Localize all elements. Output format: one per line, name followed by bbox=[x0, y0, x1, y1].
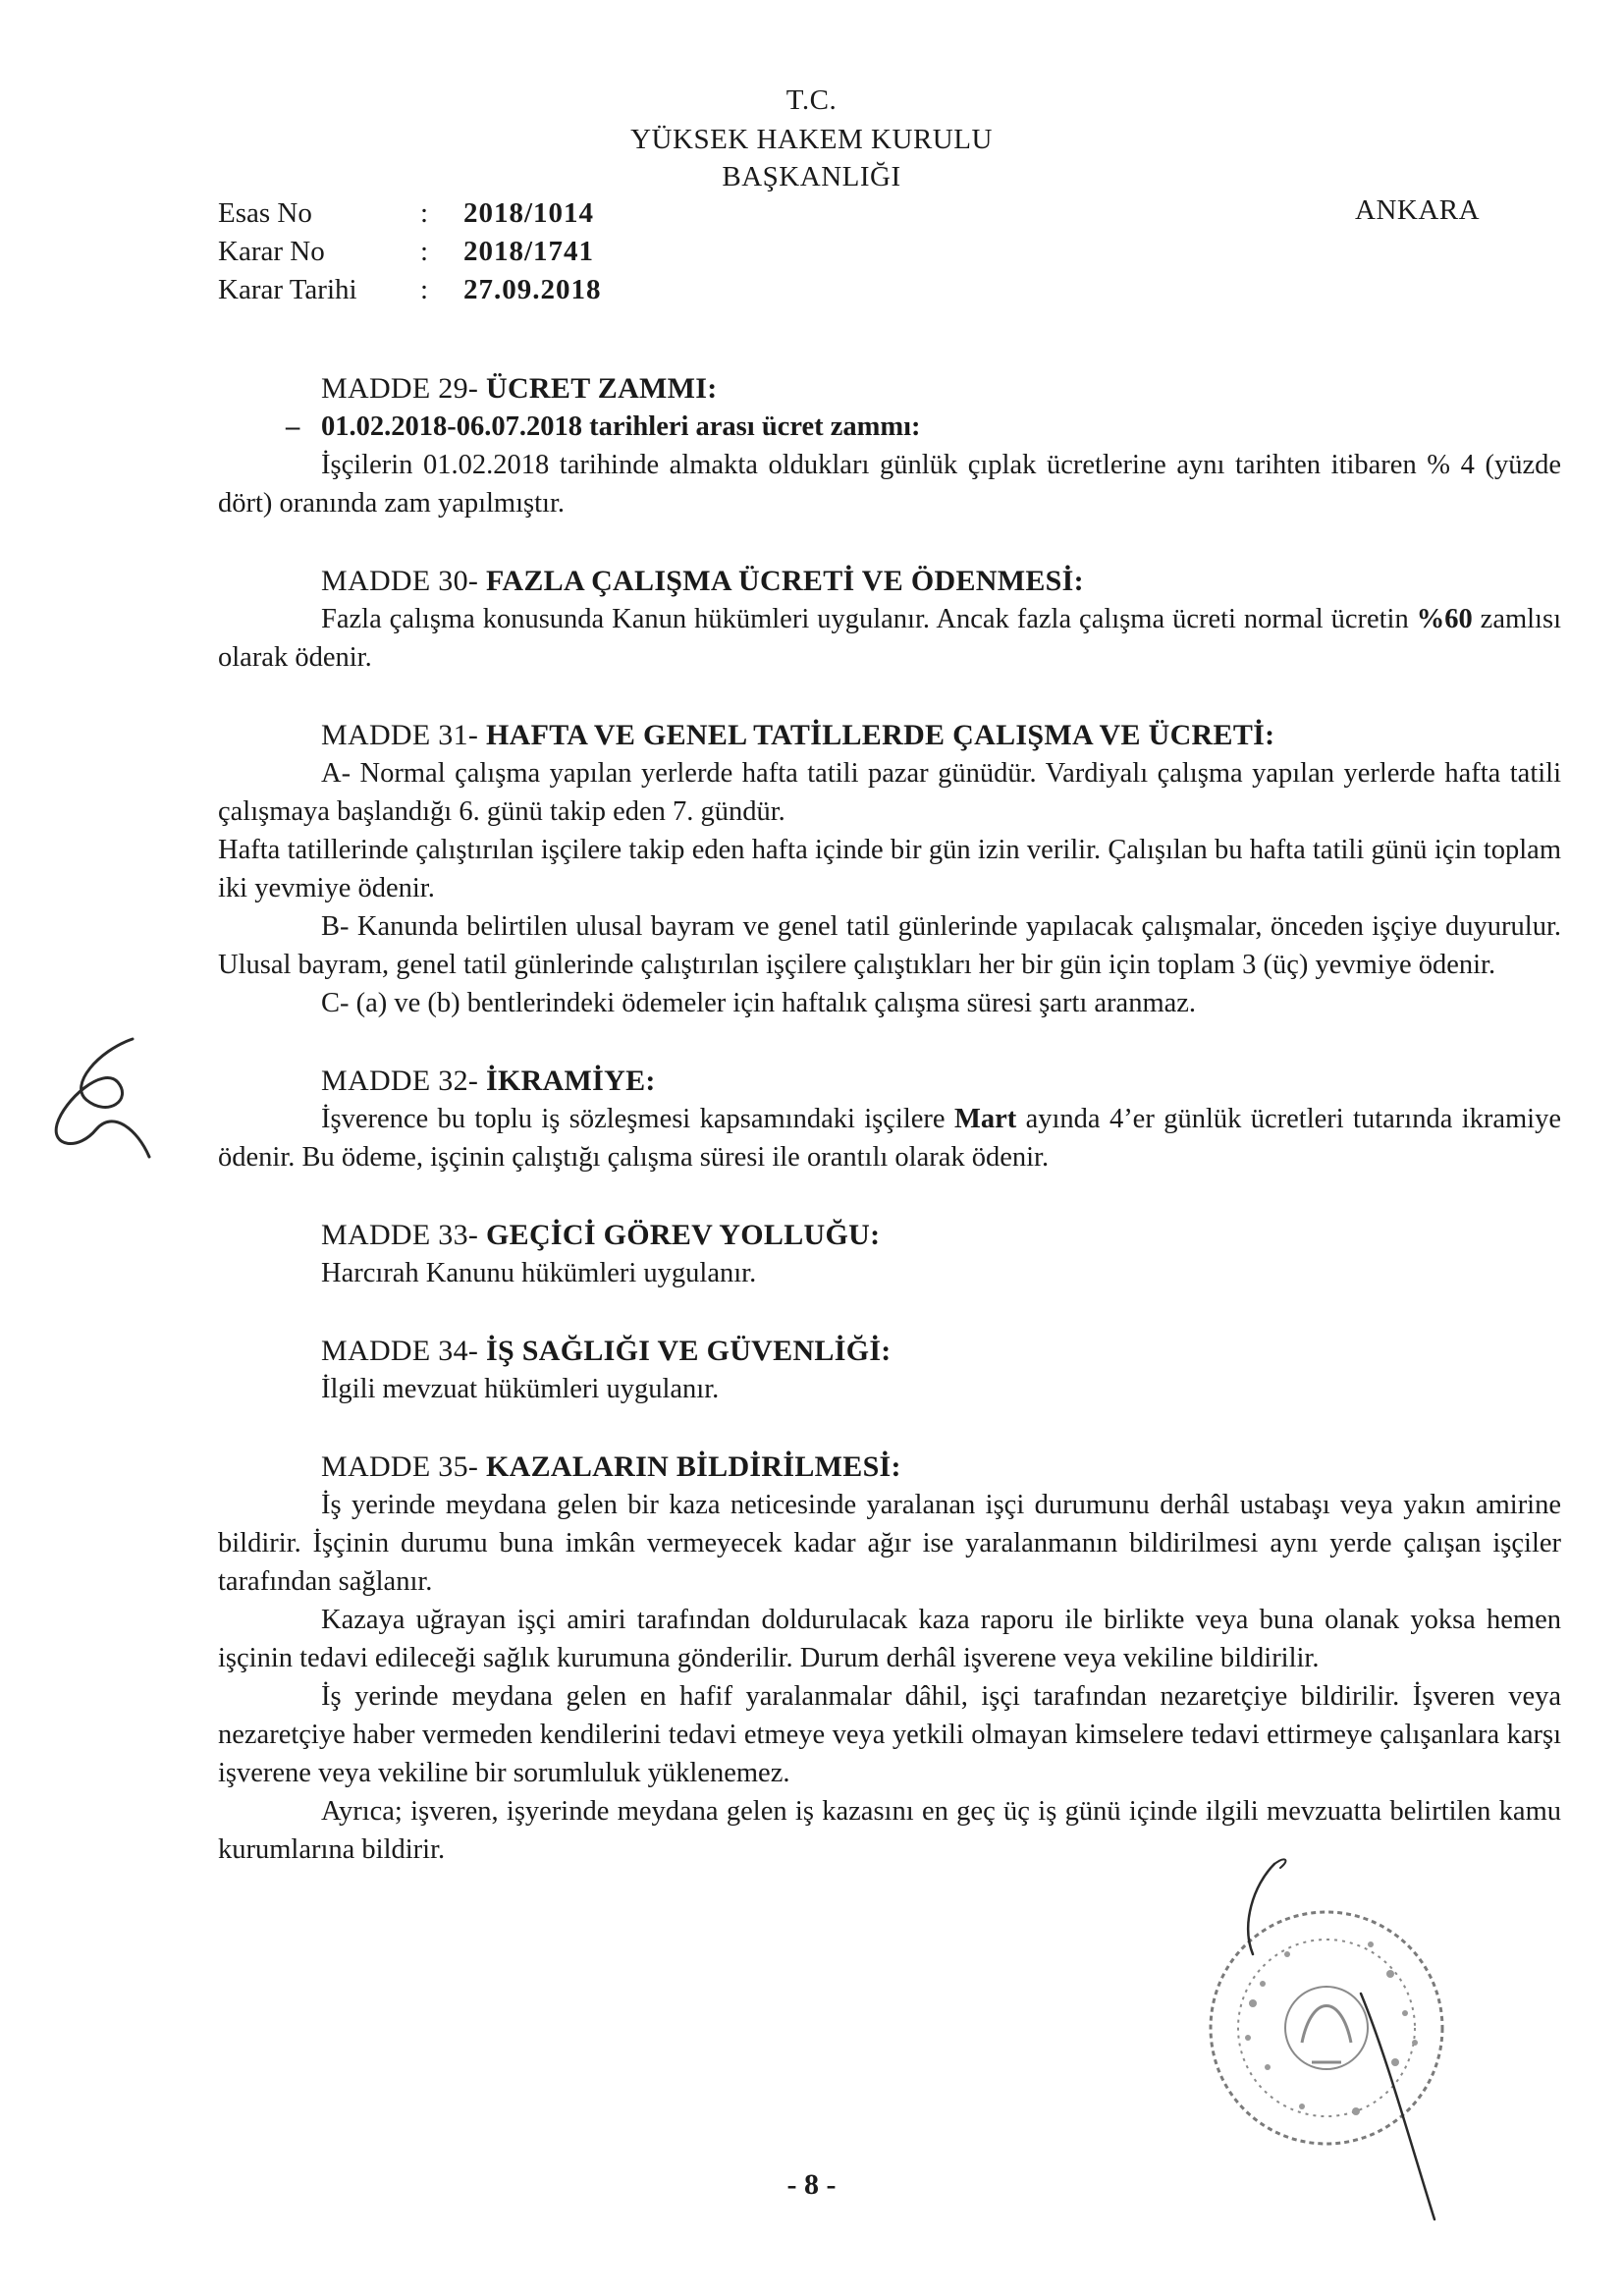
article-35-paragraph-1: İş yerinde meydana gelen bir kaza neticesinde yaralanan işçi durumunu derhâl ustabaşı veya yakın amirine bildirir. İşçinin durumu buna imkân vermeyecek kadar ağır ise yaralanmanın bildirilmesi aynı yerde çalışan işçiler tarafından sağlanır. bbox=[218, 1490, 1561, 1597]
article-30-rate: %60 bbox=[1416, 604, 1473, 634]
article-29-number: MADDE 29- bbox=[321, 372, 479, 405]
case-meta bbox=[218, 194, 602, 309]
handwritten-signature-icon bbox=[39, 1031, 167, 1169]
karar-value: 2018/1741 bbox=[463, 236, 595, 267]
article-33-title: GEÇİCİ GÖREV YOLLUĞU: bbox=[486, 1219, 881, 1251]
article-34-paragraph: İlgili mevzuat hükümleri uygulanır. bbox=[321, 1374, 720, 1404]
esas-row bbox=[218, 194, 602, 233]
article-34-number: MADDE 34- bbox=[321, 1335, 479, 1367]
article-35-heading bbox=[218, 1448, 1561, 1486]
article-31-paragraph-b: B- Kanunda belirtilen ulusal bayram ve genel tatil günlerinde yapılacak çalışmalar, önceden işçiye duyurulur. Ulusal bayram, genel tatil günlerinde çalıştırılan işçilere çalıştıkları her bir gün için toplam 3 (üç) yevmiye ödenir. bbox=[218, 911, 1561, 980]
page-number: - 8 - bbox=[786, 2168, 837, 2201]
header-baskanlik: BAŞKANLIĞI bbox=[722, 161, 901, 192]
article-30-heading bbox=[218, 562, 1561, 600]
article-29-paragraph: İşçilerin 01.02.2018 tarihinde almakta oldukları günlük çıplak ücretlerine aynı tarihten itibaren % 4 (yüzde dört) oranında zam yapılmıştır. bbox=[218, 450, 1561, 519]
article-33-number: MADDE 33- bbox=[321, 1219, 479, 1251]
article-30-number: MADDE 30- bbox=[321, 565, 479, 597]
article-31-paragraph-a2: Hafta tatillerinde çalıştırılan işçilere takip eden hafta içinde bir gün izin verilir. Çalışılan bu hafta tatili günü için toplam iki yevmiye ödenir. bbox=[218, 835, 1561, 903]
article-30-title: FAZLA ÇALIŞMA ÜCRETİ VE ÖDENMESİ: bbox=[486, 565, 1084, 597]
esas-value: 2018/1014 bbox=[463, 197, 595, 229]
article-35-paragraph-2: Kazaya uğrayan işçi amiri tarafından doldurulacak kaza raporu ile birlikte veya buna olanak yoksa hemen işçinin tedavi edileceği sağlık kurumuna gönderilir. Durum derhâl işverene veya vekiline bildirilir. bbox=[218, 1605, 1561, 1673]
article-31-title: HAFTA VE GENEL TATİLLERDE ÇALIŞMA VE ÜCRETİ: bbox=[486, 719, 1275, 751]
article-31-paragraph-c: C- (a) ve (b) bentlerindeki ödemeler için haftalık çalışma süresi şartı aranmaz. bbox=[321, 988, 1197, 1018]
article-32-text-c: ayında 4’er günlük ücretleri tutarında ikramiye ödenir. Bu ödeme, işçinin çalıştığı çalışma süresi ile orantılı olarak ödenir. bbox=[218, 1104, 1562, 1173]
article-35-paragraph-4: Ayrıca; işveren, işyerinde meydana gelen iş kazasını en geç üç iş günü içinde ilgili mevzuatta belirtilen kamu kurumlarına bildirir. bbox=[218, 1796, 1561, 1865]
article-30-paragraph bbox=[218, 600, 1561, 677]
karar-label: Karar No bbox=[218, 236, 325, 267]
header-tc: T.C. bbox=[785, 84, 838, 116]
article-29-title: ÜCRET ZAMMI: bbox=[486, 372, 718, 405]
article-32-paragraph bbox=[218, 1100, 1561, 1176]
article-34-title: İŞ SAĞLIĞI VE GÜVENLİĞİ: bbox=[486, 1335, 892, 1367]
header-kurul: YÜKSEK HAKEM KURULU bbox=[630, 124, 993, 155]
article-32-number: MADDE 32- bbox=[321, 1065, 479, 1097]
esas-label: Esas No bbox=[218, 197, 312, 229]
article-29-heading bbox=[218, 369, 1561, 408]
dash-bullet: – bbox=[286, 411, 300, 442]
city: ANKARA bbox=[1355, 194, 1481, 226]
article-29-subheading bbox=[218, 408, 1561, 446]
article-35-title: KAZALARIN BİLDİRİLMESİ: bbox=[486, 1450, 901, 1483]
esas-sep: : bbox=[420, 197, 429, 229]
article-32-title: İKRAMİYE: bbox=[486, 1065, 656, 1097]
article-30-text-c: zamlısı olarak ödenir. bbox=[218, 604, 1561, 673]
article-30-text-a: Fazla çalışma konusunda Kanun hükümleri uygulanır. Ancak fazla çalışma ücreti normal ücretin bbox=[321, 604, 1417, 634]
article-32-month: Mart bbox=[953, 1104, 1017, 1134]
karar-row bbox=[218, 233, 602, 271]
article-32-text-a: İşverence bu toplu iş sözleşmesi kapsamındaki işçilere bbox=[321, 1104, 954, 1134]
article-32-heading bbox=[218, 1062, 1561, 1100]
tarih-value: 27.09.2018 bbox=[463, 274, 602, 305]
article-34-heading bbox=[218, 1332, 1561, 1370]
document-body bbox=[218, 369, 1561, 1869]
article-31-paragraph-a: A- Normal çalışma yapılan yerlerde hafta tatili pazar günüdür. Vardiyalı çalışma yapılan yerlerde hafta tatili çalışmaya başlandığı 6. günü takip eden 7. gündür. bbox=[218, 758, 1561, 827]
article-33-heading bbox=[218, 1216, 1561, 1254]
tarih-sep: : bbox=[420, 274, 429, 305]
karar-sep: : bbox=[420, 236, 429, 267]
article-33-paragraph: Harcırah Kanunu hükümleri uygulanır. bbox=[321, 1258, 757, 1288]
article-35-number: MADDE 35- bbox=[321, 1450, 479, 1483]
tarih-row bbox=[218, 271, 602, 309]
article-35-paragraph-3: İş yerinde meydana gelen en hafif yaralanmalar dâhil, işçi tarafından nezaretçiye bildirilir. İşveren veya nezaretçiye haber vermeden kendilerini tedavi etmeye veya yetkili olmayan kimselere tedavi ettirmeye çalışanlara karşı işverene veya vekiline bir sorumluluk yüklenemez. bbox=[218, 1681, 1561, 1788]
article-31-heading bbox=[218, 716, 1561, 754]
article-31-number: MADDE 31- bbox=[321, 719, 479, 751]
tarih-label: Karar Tarihi bbox=[218, 274, 357, 305]
article-29-subtitle: 01.02.2018-06.07.2018 tarihleri arası ücret zammı: bbox=[321, 411, 921, 442]
